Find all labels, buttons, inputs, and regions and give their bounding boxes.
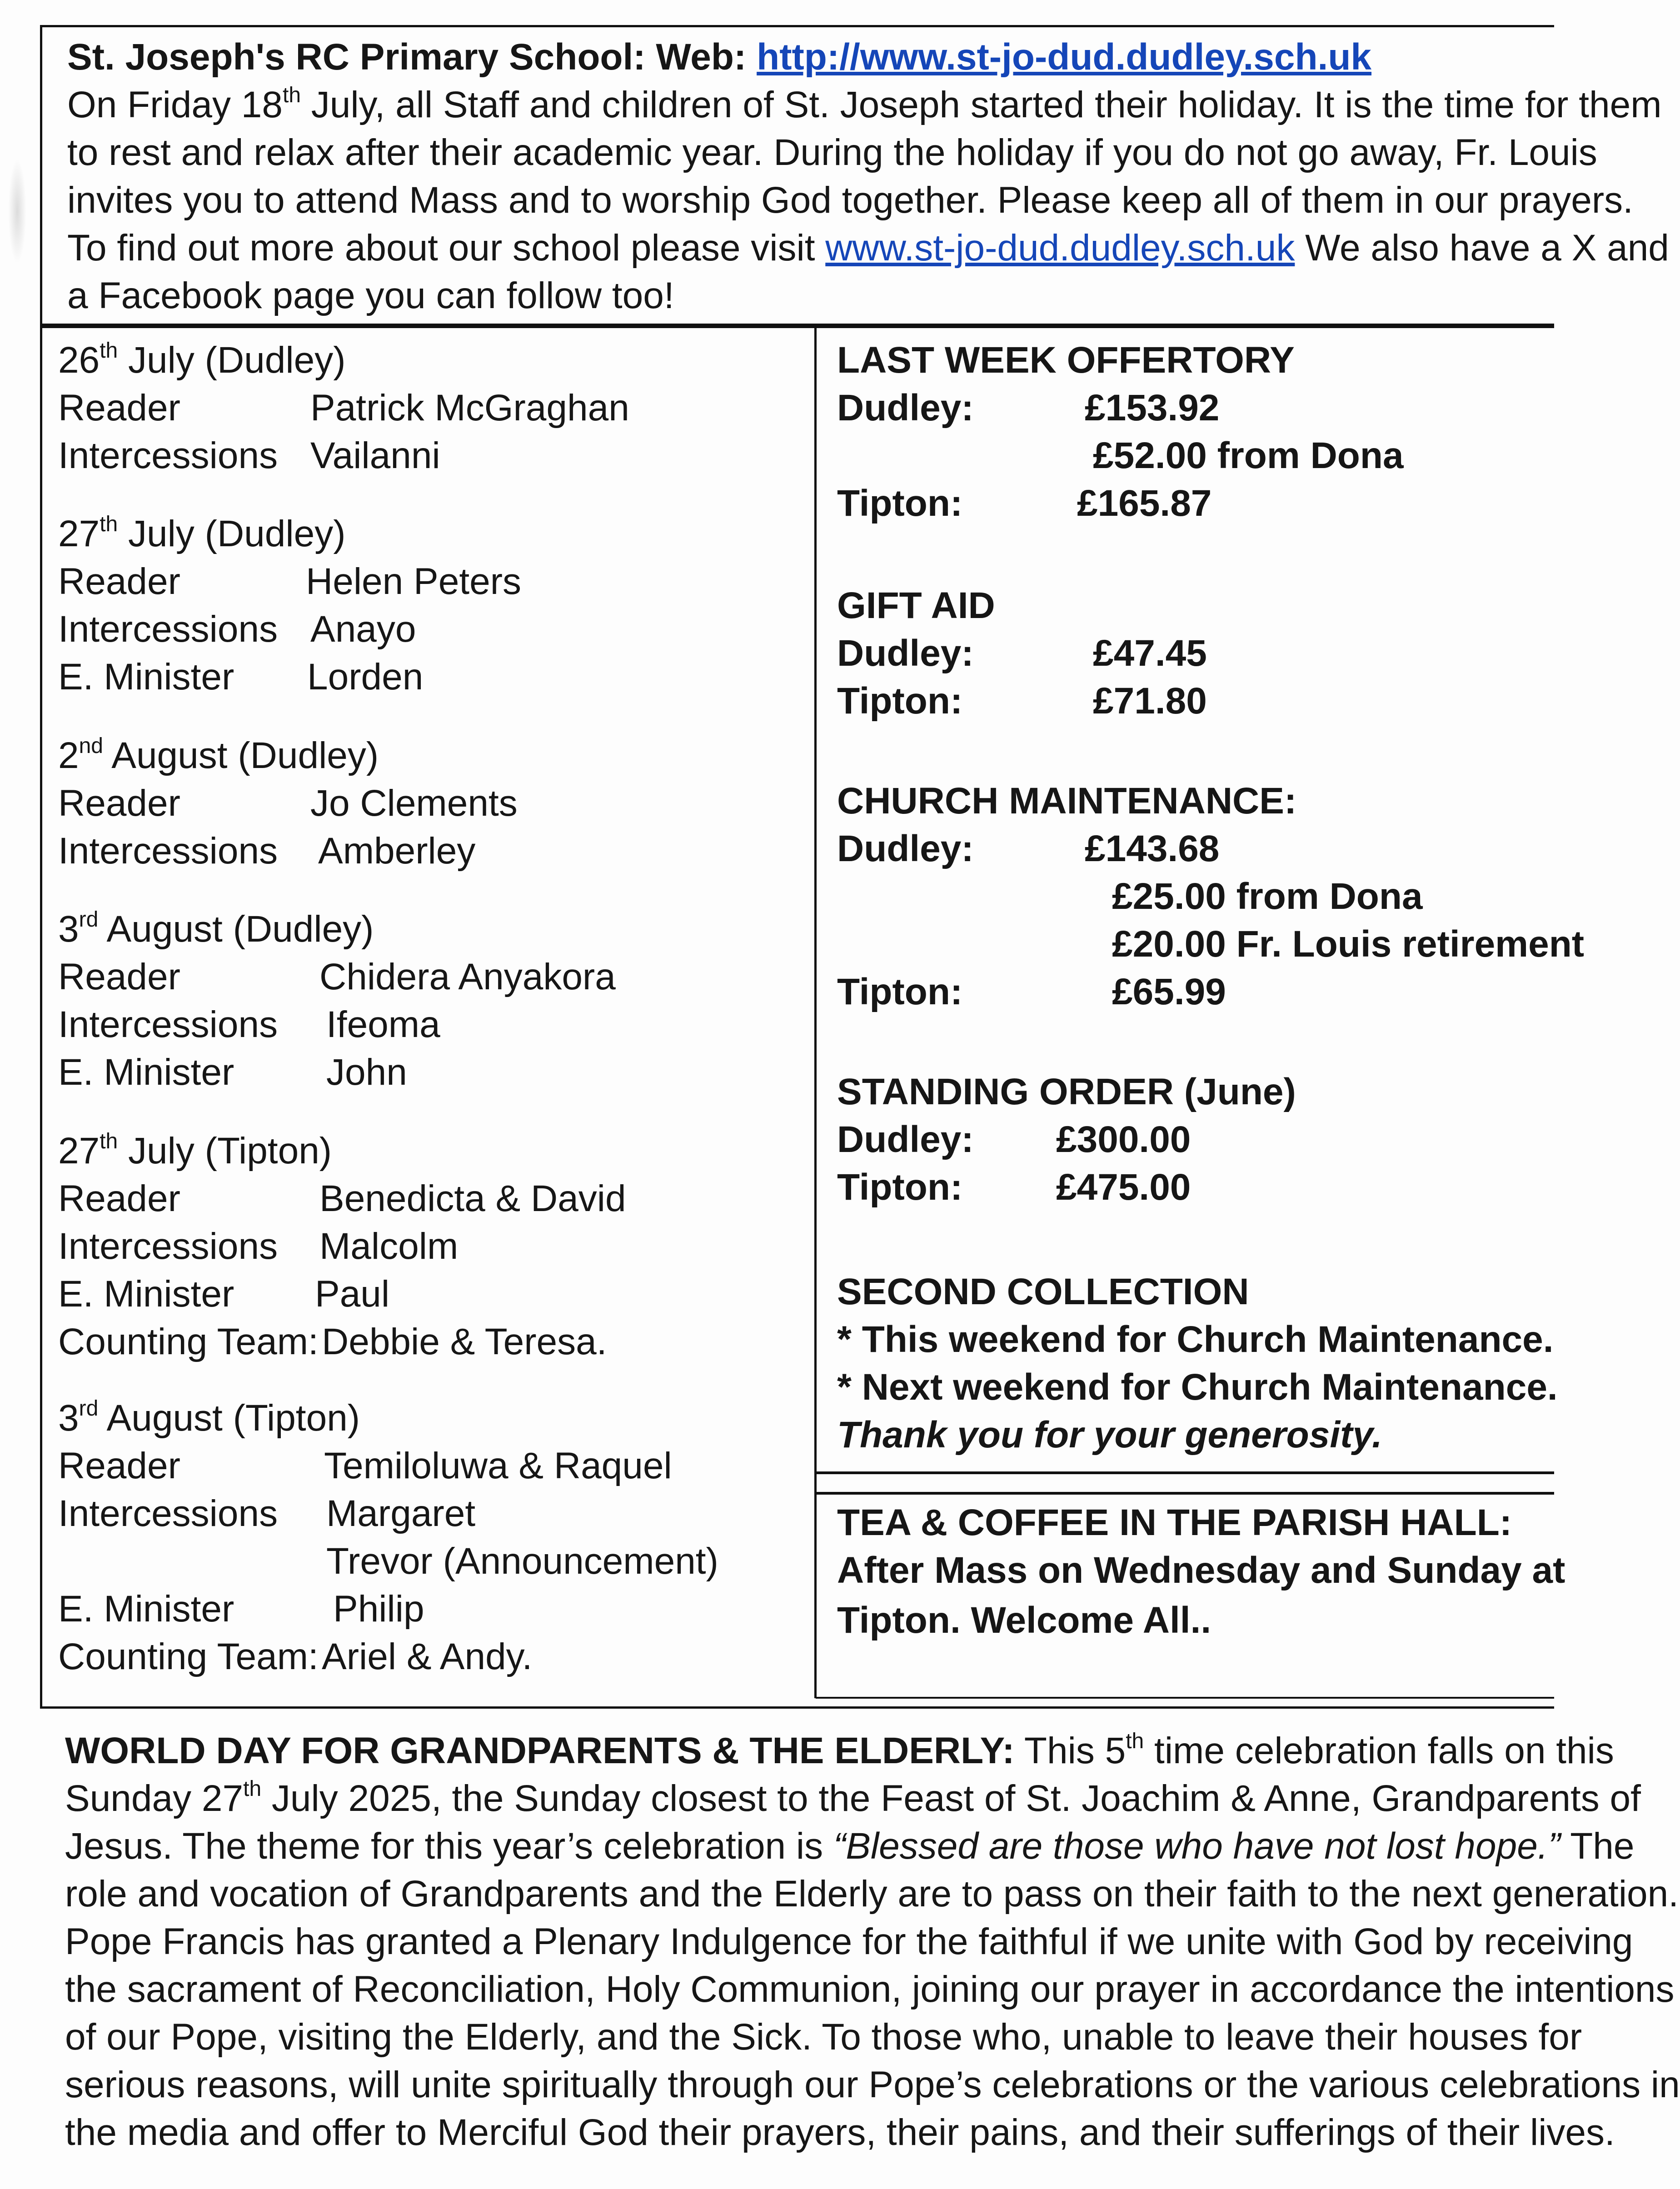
rota-row [58,827,808,875]
school-line-1 [67,81,1662,129]
rota-role: Intercessions [58,608,278,650]
rota-row [58,1222,808,1270]
rota-row [58,1048,808,1096]
rota-person: John [326,1052,407,1093]
rota-date: 26th July (Dudley) [58,339,346,381]
rota-row [58,1270,808,1318]
lower-rule [40,1706,1554,1709]
tea-box-bottom-rule [816,1697,1554,1699]
rota-date: 27th July (Tipton) [58,1129,332,1172]
offertory-place: Tipton: [837,483,963,524]
rota-date: 3rd August (Tipton) [58,1396,360,1439]
tea-box-top-rule-1 [816,1471,1554,1474]
rota-group [58,1394,808,1680]
rota-role: Reader [58,387,180,429]
rota-role: Counting Team: [58,1636,319,1677]
rota-person: Jo Clements [310,783,518,824]
tea-coffee-line: Tipton. Welcome All.. [837,1600,1211,1641]
rota-row [58,1001,808,1048]
giftaid-place: Dudley: [837,633,974,674]
rota-row [58,1585,808,1633]
school-line-1b: July, all Staff and children of St. Joseph started their holiday. It is the time for them [301,84,1662,125]
rota-role: Reader [58,956,180,997]
school-heading: St. Joseph's RC Primary School: Web: [67,36,747,78]
rota-date: 3rd August (Dudley) [58,908,374,950]
school-heading-line [67,33,1371,81]
grand-line-5: Pope Francis has granted a Plenary Indulgence for the faithful if we unite with God by receiving [65,1921,1633,1962]
rota-person: Amberley [318,830,476,872]
rota-row [58,779,808,827]
tea-coffee-box [837,1499,1565,1690]
rota-person: Benedicta & David [319,1178,626,1219]
grand-line-8: serious reasons, will unite spiritually through our Pope’s celebrations or the various celebrations in [65,2064,1680,2105]
school-line-1-sup: th [282,83,301,107]
rota-column [58,336,808,1704]
rota-row [58,1537,808,1585]
offertory-amount: £52.00 from Dona [1093,435,1404,476]
school-line-5: a Facebook page you can follow too! [67,275,674,316]
giftaid-place: Tipton: [837,680,963,722]
rota-person: Ifeoma [326,1004,440,1045]
giftaid-amount: £71.80 [1093,680,1207,722]
rota-person: Malcolm [319,1226,459,1267]
offertory-title: LAST WEEK OFFERTORY [837,339,1295,381]
rota-role: Reader [58,1178,180,1219]
rota-date: 2nd August (Dudley) [58,734,379,776]
school-site-link[interactable]: www.st-jo-dud.dudley.sch.uk [825,227,1295,269]
grand-line-9: the media and offer to Merciful God their prayers, their pains, and their sufferings of their lives. [65,2112,1615,2153]
mid-rule [40,324,1554,328]
rota-person: Temiloluwa & Raquel [324,1445,672,1486]
rota-group [58,510,808,701]
maintenance-amount: £143.68 [1085,828,1220,869]
rota-role: E. Minister [58,656,234,698]
maintenance-title: CHURCH MAINTENANCE: [837,780,1297,822]
school-box-left-border [40,25,42,325]
school-line-3: invites you to attend Mass and to worship God together. Please keep all of them in our prayers. [67,180,1633,221]
rota-role: Counting Team: [58,1321,319,1362]
grand-title: WORLD DAY FOR GRANDPARENTS & THE ELDERLY: [65,1730,1015,1771]
maintenance-place: Dudley: [837,828,974,869]
standing-amount: £300.00 [1056,1119,1191,1160]
standing-place: Tipton: [837,1167,963,1208]
rota-left-border [40,325,42,1706]
rota-role: E. Minister [58,1052,234,1093]
school-line-4 [67,224,1669,272]
rota-role: E. Minister [58,1588,234,1630]
rota-person: Lorden [307,656,424,698]
top-rule [40,25,1554,27]
rota-person: Vailanni [310,435,440,476]
rota-group [58,1127,808,1366]
tea-coffee-title: TEA & COFFEE IN THE PARISH HALL: [837,1502,1512,1543]
school-url-link[interactable]: http://www.st-jo-dud.dudley.sch.uk [757,36,1372,78]
rota-role: Intercessions [58,1493,278,1534]
rota-role: Reader [58,1445,180,1486]
rota-person: Patrick McGraghan [310,387,629,429]
standing-place: Dudley: [837,1119,974,1160]
rota-role: Intercessions [58,435,278,476]
tea-coffee-line: After Mass on Wednesday and Sunday at [837,1550,1565,1591]
rota-row [58,432,808,479]
grand-line-2: Sunday 27th July 2025, the Sunday closest to the Feast of St. Joachim & Anne, Grandparents of [65,1777,1641,1819]
rota-row [58,1442,808,1490]
rota-role: Reader [58,561,180,602]
rota-person: Paul [315,1273,390,1315]
scan-smudge [8,159,26,264]
rota-role: Intercessions [58,830,278,872]
rota-person: Helen Peters [306,561,522,602]
grand-line-1: WORLD DAY FOR GRANDPARENTS & THE ELDERLY: This 5th time celebration falls on this [65,1729,1614,1771]
rota-row [58,605,808,653]
school-line-1a: On Friday 18 [67,84,283,125]
offertory-amount: £153.92 [1085,387,1220,429]
grand-line-7: of our Pope, visiting the Elderly, and the Sick. To those who, unable to leave their houses for [65,2016,1582,2058]
rota-row [58,1318,808,1366]
maintenance-amount: £25.00 from Dona [1112,876,1423,917]
rota-person: Chidera Anyakora [319,956,616,997]
rota-group [58,905,808,1096]
giftaid-amount: £47.45 [1093,633,1207,674]
theme-quote: “Blessed are those who have not lost hope.” [833,1825,1560,1867]
rota-row [58,558,808,605]
maintenance-amount: £20.00 Fr. Louis retirement [1112,923,1585,965]
standing-title: STANDING ORDER (June) [837,1071,1296,1112]
rota-group [58,336,808,479]
rota-role: Intercessions [58,1226,278,1267]
school-line-2: to rest and relax after their academic year. During the holiday if you do not go away, Fr. Louis [67,132,1597,173]
rota-date: 27th July (Dudley) [58,512,346,554]
rota-person: Margaret [326,1493,476,1534]
rota-row [58,1175,808,1222]
giftaid-title: GIFT AID [837,585,995,626]
rota-person: Anayo [310,608,416,650]
rota-role: Reader [58,783,180,824]
finance-column [837,336,1585,1463]
maintenance-place: Tipton: [837,971,963,1012]
offertory-amount: £165.87 [1077,483,1212,524]
standing-amount: £475.00 [1056,1167,1191,1208]
school-line-4b: We also have a X and [1295,227,1669,269]
rota-role: Intercessions [58,1004,278,1045]
grand-line-3: Jesus. The theme for this year’s celebration is “Blessed are those who have not lost hope.” The [65,1825,1635,1867]
rota-row [58,1633,808,1680]
rota-person: Debbie & Teresa. [322,1321,607,1362]
second-collection-title: SECOND COLLECTION [837,1271,1249,1312]
thank-you-note: Thank you for your generosity. [837,1414,1382,1456]
rota-group [58,732,808,875]
rota-person: Philip [333,1588,424,1630]
rota-row [58,653,808,701]
rota-person: Ariel & Andy. [322,1636,533,1677]
school-line-4a: To find out more about our school please visit [67,227,826,269]
rota-row [58,953,808,1001]
grand-line-6: the sacrament of Reconciliation, Holy Communion, joining our prayer in accordance the intentions [65,1969,1675,2010]
second-collection-line: * This weekend for Church Maintenance. [837,1319,1554,1360]
rota-role: E. Minister [58,1273,234,1315]
rota-row [58,384,808,432]
maintenance-amount: £65.99 [1112,971,1226,1012]
grandparents-notice [65,1727,1680,2177]
rota-person: Trevor (Announcement) [326,1541,718,1582]
tea-box-top-rule-2 [816,1492,1554,1495]
offertory-place: Dudley: [837,387,974,429]
grand-line-4: role and vocation of Grandparents and the Elderly are to pass on their faith to the next generation. [65,1873,1679,1915]
rota-row [58,1490,808,1537]
second-collection-line: * Next weekend for Church Maintenance. [837,1366,1558,1408]
